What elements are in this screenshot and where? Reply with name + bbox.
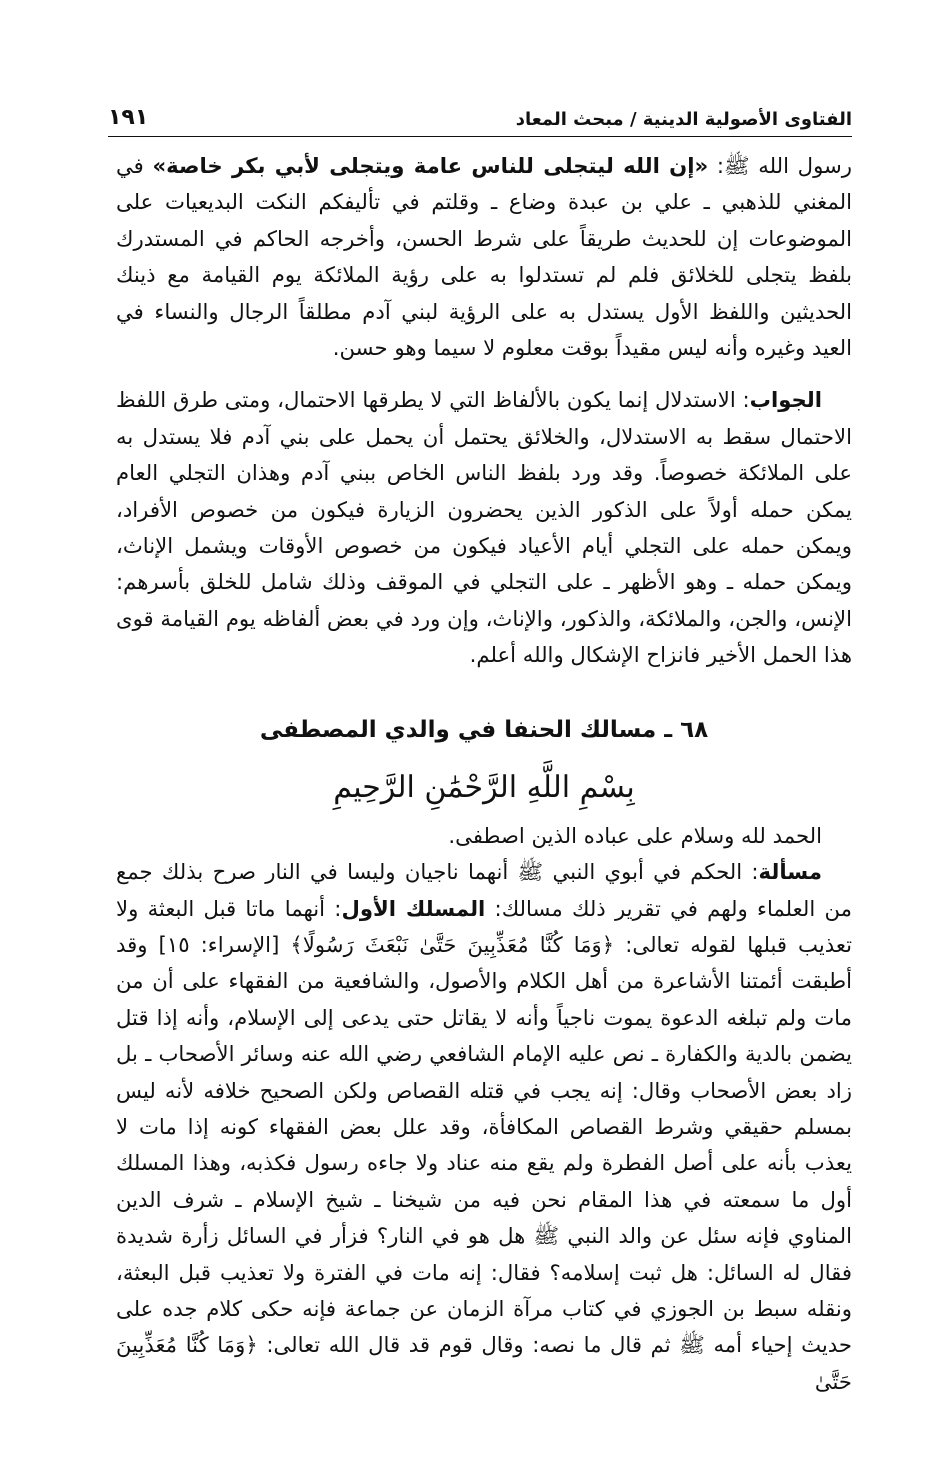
intro-paragraph — [116, 148, 852, 366]
running-header — [108, 93, 852, 137]
running-title: الفتاوى الأصولية الدينية / مبحث المعاد — [515, 109, 852, 130]
quran-verse-2: ﴿وَمَا كُنَّا مُعَذِّبِينَ حَتَّىٰ — [116, 1332, 852, 1394]
intro-lead: رسول الله ﷺ: — [708, 153, 853, 178]
basmala: بِسْمِ اللَّهِ الرَّحْمَٰنِ الرَّحِيمِ — [333, 769, 635, 805]
praise-line: الحمد لله وسلام على عباده الذين اصطفى. — [448, 822, 822, 848]
answer-text: : الاستدلال إنما يكون بالألفاظ التي لا يطرقها الاحتمال، ومتى طرق اللفظ الاحتمال سقط به الاستدلال، والخلائق يحتمل أن يحمل على بني آدم فلا يستدل به على الملائكة خصوصاً. وقد ورد بلفظ الناس الخاص ببني آدم وهذان التجلي العام يمكن حمله أولاً على الذكور الذين يحضرون الزيارة فيكون من خصوص الأفراد، ويمكن حمله على التجلي أيام الأعياد فيكون من خصوص الأوقات ويشمل الإناث، ويمكن حمله ـ وهو الأظهر ـ على التجلي في الموقف وذلك شامل للخلق بأسرهم: الإنس، والجن، والملائكة، والذكور، والإناث، وإن ورد في بعض ألفاظه يوم القيامة قوى هذا الحمل الأخير فانزاح الإشكال والله أعلم. — [116, 387, 852, 668]
quran-verse-1: ﴿وَمَا كُنَّا مُعَذِّبِينَ حَتَّىٰ نَبْعَثَ رَسُولًا﴾ — [290, 931, 615, 957]
chapter-title: ٦٨ ـ مسالك الحنفا في والدي المصطفى — [259, 716, 709, 743]
question-text-1: : الحكم في أبوي النبي ﷺ أنهما ناجيان وليسا في النار صرح بذلك جمع من العلماء ولهم في تقرير ذلك مسالك: — [116, 859, 852, 921]
intro-rest: في المغني للذهبي ـ علي بن عبدة وضاع ـ وقلتم في تأليفكم النكت البديعيات على الموضوعات إن للحديث طريقاً على شرط الحسن، وأخرجه الحاكم في المستدرك بلفظ يتجلى للخلائق فلم لم تستدلوا به على رؤية الملائكة يوم القيامة مع ذينك الحديثين واللفظ الأول يستدل به على الرؤية لبني آدم مطلقاً الرجال والنساء في العيد وغيره وأنه ليس مقيداً بوقت معلوم لا سيما وهو حسن. — [116, 153, 852, 361]
page-body — [116, 148, 852, 1400]
hadith-quote: «إن الله ليتجلى للناس عامة ويتجلى لأبي بكر خاصة» — [152, 153, 709, 178]
question-paragraph — [116, 854, 852, 1400]
question-text-3: [الإسراء: ١٥] وقد أطبقت أئمتنا الأشاعرة من أهل الكلام والأصول، والشافعية من الفقهاء على أن من مات ولم تبلغه الدعوة يموت ناجياً وأنه لا يقاتل حتى يدعى إلى الإسلام، وأنه إذا قتل يضمن بالدية والكفارة ـ نص عليه الإمام الشافعي رضي الله عنه وسائر الأصحاب ـ بل زاد بعض الأصحاب وقال: إنه يجب في قتله القصاص ولكن الصحيح خلافه لأنه ليس بمسلم حقيقي وشرط القصاص المكافأة، وقد علل بعض الفقهاء كونه إذا مات لا يعذب بأنه على أصل الفطرة ولم يقع منه عناد ولا جاءه رسول فكذبه، وهذا المسلك أول ما سمعته في هذا المقام نحن فيه من شيخنا ـ شيخ الإسلام ـ شرف الدين المناوي فإنه سئل عن والد النبي ﷺ هل هو في النار؟ فزأر في السائل زأرة شديدة فقال له السائل: هل ثبت إسلامه؟ فقال: إنه مات في الفترة ولا تعذيب قبل البعثة، ونقله سبط بن الجوزي في كتاب مرآة الزمان عن جماعة فإنه حكى كلام جده على حديث إحياء أمه ﷺ ثم قال ما نصه: وقال قوم قد قال الله تعالى: — [116, 931, 852, 1358]
answer-label: الجواب — [749, 387, 822, 413]
first-path-label: المسلك الأول — [341, 895, 486, 921]
question-text-2: : أنهما ماتا قبل البعثة ولا تعذيب قبلها لقوله تعالى: — [116, 895, 852, 957]
question-label: مسألة — [758, 859, 822, 885]
page-number: ١٩١ — [108, 105, 149, 130]
answer-paragraph — [116, 382, 852, 673]
